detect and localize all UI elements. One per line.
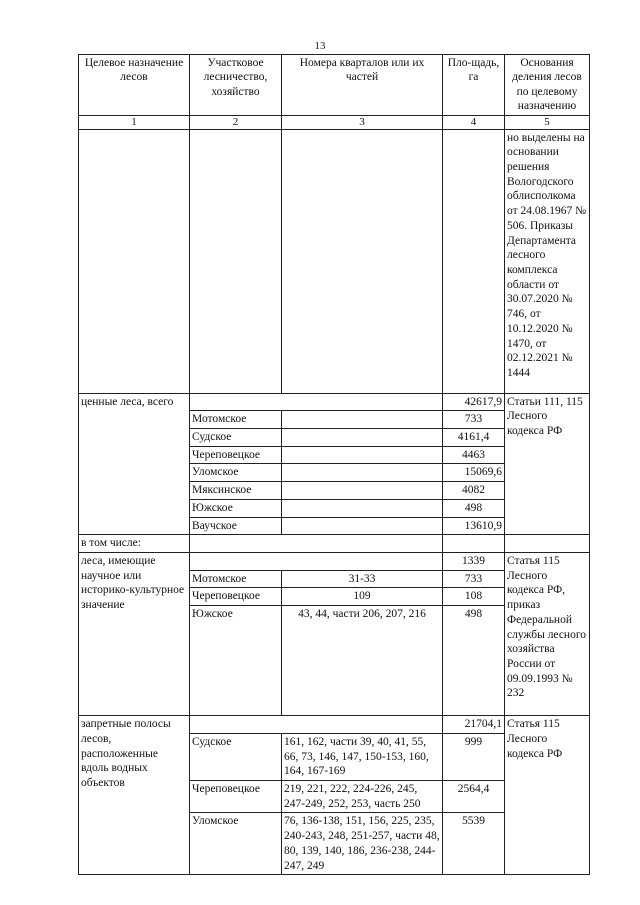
header-district: Участковое лесничество, хозяйство [190, 55, 282, 116]
scientific-basis: Статья 115 Лесного кодекса РФ, приказ Федеральной службы лесного хозяйства России от 09.09.1993 № 232 [505, 552, 590, 715]
district-name: Мяксинское [190, 482, 282, 500]
district-name: Череповецкое [190, 781, 282, 813]
quarter-numbers: 76, 136-138, 151, 156, 225, 235, 240-243, 248, 251-257, части 48, 80, 139, 140, 186, 236-238, 244-247, 249 [282, 813, 443, 875]
area-value: 108 [443, 588, 505, 606]
scientific-total-area: 1339 [443, 552, 505, 570]
quarter-numbers: 31-33 [282, 570, 443, 588]
continuation-row [79, 129, 590, 393]
district-name: Судское [190, 733, 282, 780]
water-total-area: 21704,1 [443, 716, 505, 734]
table-cell [505, 535, 590, 553]
table-cell [282, 482, 443, 500]
column-number: 3 [282, 115, 443, 129]
table-cell [282, 464, 443, 482]
header-quarters: Номера кварталов или их частей [282, 55, 443, 116]
table-cell [282, 428, 443, 446]
district-name: Череповецкое [190, 446, 282, 464]
continuation-basis: но выделены на основании решения Вологодского облисполкома от 24.08.1967 № 506. Приказы Департамента лесного комплекса области от 30.07.2020 № 746, от 10.12.2020 № 1470, от 02.12.2021 № 1444 [505, 129, 590, 393]
column-number: 1 [79, 115, 190, 129]
column-number-row [79, 115, 590, 129]
scientific-total-row [79, 552, 590, 570]
water-basis: Статья 115 Лесного кодекса РФ [505, 716, 590, 875]
table-cell [190, 535, 443, 553]
area-value: 733 [443, 411, 505, 429]
area-value: 498 [443, 606, 505, 716]
valuable-forests-label: ценные леса, всего [79, 393, 190, 535]
table-cell [190, 129, 282, 393]
including-row [79, 535, 590, 553]
table-cell [282, 446, 443, 464]
table-cell [79, 129, 190, 393]
header-basis: Основания деления лесов по целевому назначению [505, 55, 590, 116]
water-strips-label: запретные полосы лесов, расположенные вдоль водных объектов [79, 716, 190, 875]
area-value: 13610,9 [443, 517, 505, 535]
area-value: 733 [443, 570, 505, 588]
water-total-row [79, 716, 590, 734]
table-cell [190, 393, 443, 411]
column-number: 4 [443, 115, 505, 129]
valuable-total-area: 42617,9 [443, 393, 505, 411]
district-name: Судское [190, 428, 282, 446]
table-cell [282, 411, 443, 429]
district-name: Череповецкое [190, 588, 282, 606]
district-name: Ваучское [190, 517, 282, 535]
area-value: 5539 [443, 813, 505, 875]
header-purpose: Целевое назначение лесов [79, 55, 190, 116]
area-value: 2564,4 [443, 781, 505, 813]
header-area: Пло-щадь, га [443, 55, 505, 116]
table-cell [282, 129, 443, 393]
valuable-total-row [79, 393, 590, 411]
including-label: в том числе: [79, 535, 190, 553]
area-value: 4161,4 [443, 428, 505, 446]
column-number: 5 [505, 115, 590, 129]
area-value: 999 [443, 733, 505, 780]
quarter-numbers: 109 [282, 588, 443, 606]
area-value: 15069,6 [443, 464, 505, 482]
district-name: Южское [190, 499, 282, 517]
quarter-numbers: 43, 44, части 206, 207, 216 [282, 606, 443, 716]
district-name: Мотомское [190, 570, 282, 588]
table-cell [190, 716, 443, 734]
district-name: Уломское [190, 464, 282, 482]
table-cell [443, 535, 505, 553]
forest-purpose-table [78, 54, 590, 875]
header-row [79, 55, 590, 116]
district-name: Мотомское [190, 411, 282, 429]
scientific-forests-label: леса, имеющие научное или историко-культурное значение [79, 552, 190, 715]
quarter-numbers: 219, 221, 222, 224-226, 245, 247-249, 252, 253, часть 250 [282, 781, 443, 813]
valuable-basis: Статьи 111, 115 Лесного кодекса РФ [505, 393, 590, 535]
area-value: 4463 [443, 446, 505, 464]
quarter-numbers: 161, 162, части 39, 40, 41, 55, 66, 73, 146, 147, 150-153, 160, 164, 167-169 [282, 733, 443, 780]
area-value: 4082 [443, 482, 505, 500]
district-name: Южское [190, 606, 282, 716]
area-value: 498 [443, 499, 505, 517]
table-cell [190, 552, 443, 570]
table-cell [282, 517, 443, 535]
district-name: Уломское [190, 813, 282, 875]
table-cell [282, 499, 443, 517]
table-cell [443, 129, 505, 393]
column-number: 2 [190, 115, 282, 129]
page-number: 13 [314, 40, 326, 52]
